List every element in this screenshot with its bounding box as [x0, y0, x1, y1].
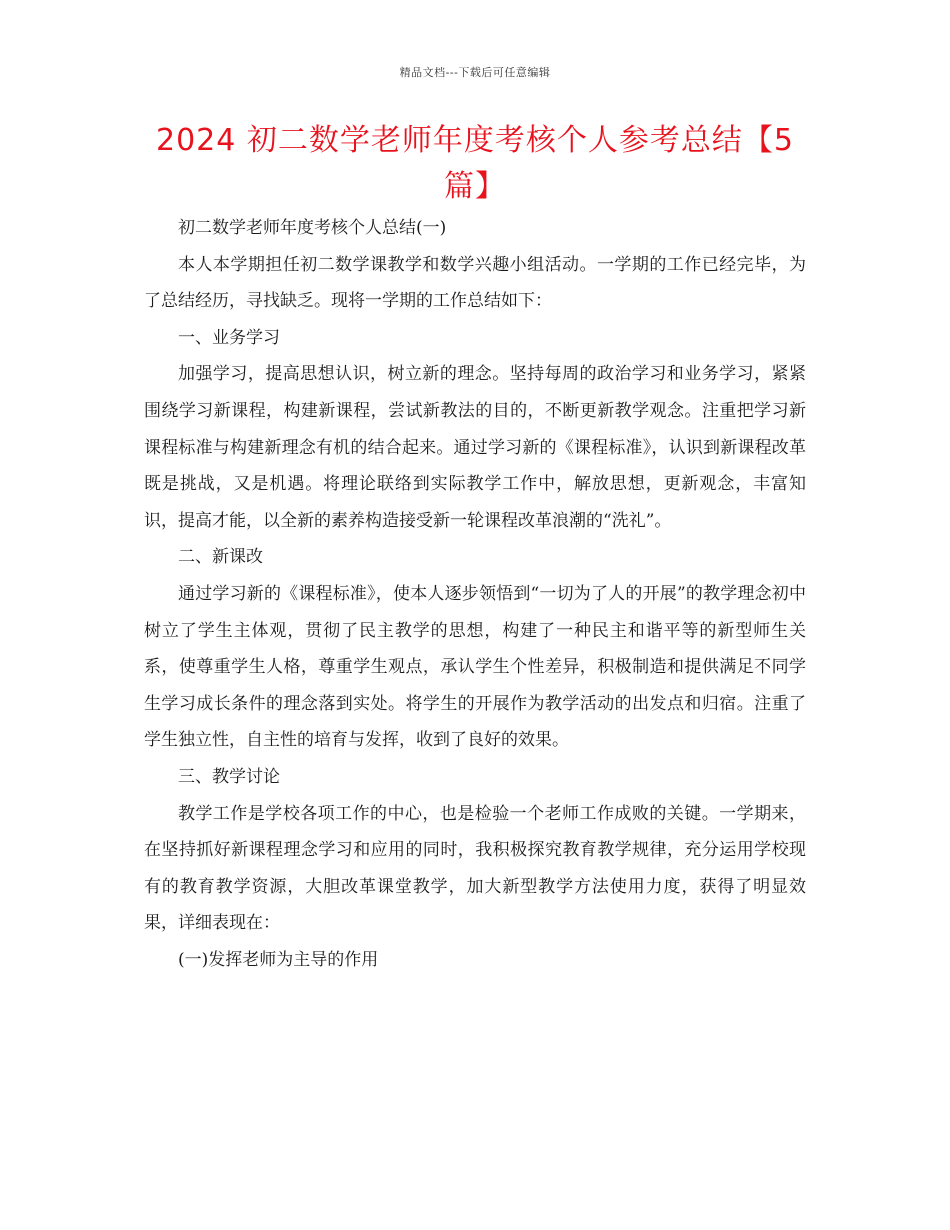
teaching-discussion-paragraph: 教学工作是学校各项工作的中心，也是检验一个老师工作成败的关键。一学期来，在坚持抓好新课程理念学习和应用的同时，我积极探究教育教学规律，充分运用学校现有的教育教学资源，大胆改革课堂教学，加大新型教学方法使用力度，获得了明显效果，详细表现在： [144, 803, 806, 934]
header-note: 精品文档---下载后可任意编辑 [399, 66, 551, 79]
section-heading-teaching-discussion: 三、教学讨论 [178, 766, 280, 787]
document-title: 2024 初二数学老师年度考核个人参考总结【5篇】 [156, 123, 794, 204]
document-body [144, 210, 806, 978]
business-study-paragraph: 加强学习，提高思想认识，树立新的理念。坚持每周的政治学习和业务学习，紧紧围绕学习新课程，构建新课程，尝试新教法的目的，不断更新教学观念。注重把学习新课程标准与构建新理念有机的结合起来。通过学习新的《课程标准》，认识到新课程改革既是挑战，又是机遇。将理论联络到实际教学工作中，解放思想，更新观念，丰富知识，提高才能，以全新的素养构造接受新一轮课程改革浪潮的“洗礼”。 [144, 364, 806, 531]
section-heading-new-curriculum: 二、新课改 [178, 547, 263, 568]
new-curriculum-paragraph: 通过学习新的《课程标准》，使本人逐步领悟到“一切为了人的开展”的教学理念初中树立了学生主体观，贯彻了民主教学的思想，构建了一种民主和谐平等的新型师生关系，使尊重学生人格，尊重学生观点，承认学生个性差异，积极制造和提供满足不同学生学习成长条件的理念落到实处。将学生的开展作为教学活动的出发点和归宿。注重了学生独立性，自主性的培育与发挥，收到了良好的效果。 [144, 583, 806, 751]
section-heading-summary-one: 初二数学老师年度考核个人总结(一) [178, 218, 447, 238]
subsection-heading-teacher-role: (一)发挥老师为主导的作用 [178, 949, 379, 970]
section-heading-business-study: 一、业务学习 [178, 327, 280, 348]
intro-paragraph: 本人本学期担任初二数学课教学和数学兴趣小组活动。一学期的工作已经完毕，为了总结经历，寻找缺乏。现将一学期的工作总结如下： [144, 254, 806, 312]
